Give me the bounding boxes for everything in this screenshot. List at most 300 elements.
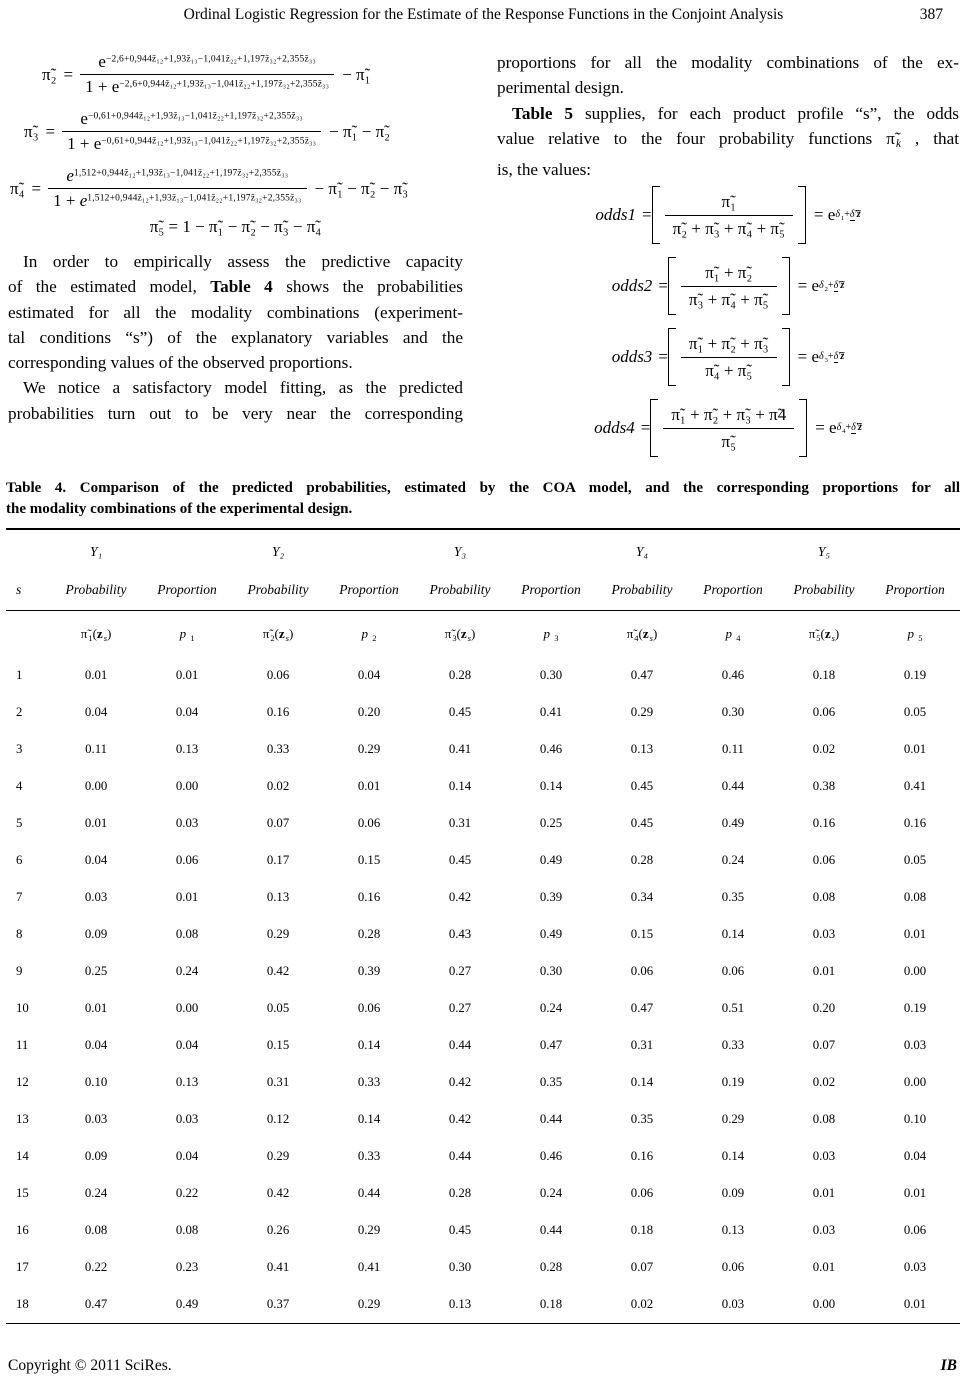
- table-cell: 0.29: [266, 1149, 290, 1163]
- table-cell: 0.14: [448, 779, 472, 793]
- table-cell: 0.15: [357, 853, 381, 867]
- equals-sign: =: [640, 418, 651, 438]
- table-cell: 0.13: [175, 742, 199, 756]
- row-number: 3: [16, 742, 23, 756]
- right-bracket: [798, 186, 806, 244]
- table-cell: 0.41: [357, 1260, 381, 1274]
- table-row: [6, 1064, 960, 1101]
- row-number: 13: [16, 1112, 29, 1126]
- table-cell: 0.03: [175, 1112, 199, 1126]
- column-header: Proportion: [870, 570, 960, 611]
- table-cell: 0.14: [357, 1038, 381, 1052]
- table-cell: 0.24: [175, 964, 199, 978]
- table-cell: 0.03: [812, 927, 836, 941]
- table-cell: 0.22: [175, 1186, 199, 1200]
- table-cell: 0.01: [903, 742, 927, 756]
- row-number: 1: [16, 668, 23, 682]
- paragraph-line: of the estimated model, Table 4 shows the probabilities: [8, 277, 463, 297]
- table-row: [6, 842, 960, 879]
- table-cell: 0.47: [539, 1038, 563, 1052]
- table-cell: 0.05: [903, 853, 927, 867]
- column-header: Probability: [232, 570, 324, 611]
- left-bracket: [668, 328, 676, 386]
- table-cell: 0.30: [448, 1260, 472, 1274]
- table-cell: 0.06: [812, 853, 836, 867]
- table-cell: 0.24: [539, 1001, 563, 1015]
- symbol-cell: p $_1$: [179, 625, 195, 643]
- table-cell: 0.08: [175, 927, 199, 941]
- table-cell: 0.03: [175, 816, 199, 830]
- column-header: Proportion: [506, 570, 596, 611]
- equals-sign: =: [642, 205, 652, 225]
- table-cell: 0.29: [357, 1223, 381, 1237]
- symbol-cell: p $_2$: [361, 625, 377, 643]
- exponent: −2,6+0,944z̃₁₂+1,93z̃₁₃−1,041z̃₂₂+1,197z̃₃₂+2,355z̃₃₃: [119, 79, 330, 90]
- symbol-cell: p $_5$: [907, 625, 923, 643]
- table-cell: 0.08: [812, 890, 836, 904]
- column-header: Proportion: [142, 570, 232, 611]
- symbol-cell: $\pĩ_4(z_s)$: [626, 625, 658, 643]
- table-cell: 0.01: [812, 1260, 836, 1274]
- table-cell: 0.04: [903, 1149, 927, 1163]
- odds-label: odds3: [611, 347, 653, 367]
- table-row: [6, 916, 960, 953]
- table-row: [6, 1138, 960, 1175]
- table-row: [6, 1249, 960, 1286]
- table-cell: 0.07: [630, 1260, 654, 1274]
- right-bracket: [782, 328, 790, 386]
- body-paragraph: [8, 375, 463, 426]
- symbol-row: [6, 611, 960, 658]
- table-cell: 0.09: [721, 1186, 745, 1200]
- table-cell: 0.47: [630, 1001, 654, 1015]
- equals-sign: =: [45, 121, 56, 141]
- paragraph-line: the modality combinations of the experimental design.: [6, 500, 353, 517]
- row-number: 8: [16, 927, 23, 941]
- table-caption: [6, 478, 960, 519]
- formula-lhs: π̃₃: [24, 121, 39, 141]
- formula-lhs: π̃₄: [10, 178, 25, 198]
- copyright-notice: Copyright © 2011 SciRes.: [8, 1357, 172, 1374]
- table-cell: 0.00: [175, 779, 199, 793]
- fraction: $\frac{e^{-2,6+0,944z̃_{12}+1,93z̃_{13}-1,041z̃_{22}+1,197z̃_{32}+2,355z̃_{33}}}{1 + e^{-2,6+0,944z̃_{12}+1,93z̃_{13}-1,041z̃_{22}+1,197z̃_{32}+2,355z̃_{33}}}$: [80, 52, 334, 97]
- table-row: [6, 990, 960, 1027]
- formula-odds1: odds1 = $\frac{\text{π̃₁}}{\text{π̃₂ + π̃₃ + π̃₄ + π̃₅}}$ = e $\delta_1+\deltã'z̃$: [497, 182, 959, 248]
- fraction: $\frac{\text{π̃₁}}{\text{π̃₂ + π̃₃ + π̃₄ + π̃₅}}$: [665, 191, 793, 240]
- table-row: [6, 1175, 960, 1212]
- page-number: 387: [919, 6, 943, 23]
- table-cell: 0.42: [266, 964, 290, 978]
- exponent: 1,512+0,944z̃₁₂+1,93z̃₁₃−1,041z̃₂₂+1,197z̃₃₂+2,355z̃₃₃: [73, 168, 289, 179]
- table-cell: 0.42: [266, 1186, 290, 1200]
- fraction: $\frac{\text{π̃₁ + π̃₂}}{\text{π̃₃ + π̃₄ + π̃₅}}$: [681, 262, 777, 311]
- paragraph-line: perimental design.: [497, 78, 624, 98]
- table-cell: 0.08: [812, 1112, 836, 1126]
- table-cell: 0.41: [539, 705, 563, 719]
- table-cell: 0.13: [721, 1223, 745, 1237]
- table-cell: 0.33: [721, 1038, 745, 1052]
- table-cell: 0.14: [630, 1075, 654, 1089]
- table-cell: 0.04: [84, 853, 108, 867]
- table-cell: 0.09: [84, 927, 108, 941]
- table-cell: 0.37: [266, 1297, 290, 1311]
- table-cell: 0.28: [539, 1260, 563, 1274]
- row-number: 2: [16, 705, 23, 719]
- table-cell: 0.33: [266, 742, 290, 756]
- table-cell: 0.19: [903, 668, 927, 682]
- table-cell: 0.13: [630, 742, 654, 756]
- table-cell: 0.00: [903, 964, 927, 978]
- table-cell: 0.13: [448, 1297, 472, 1311]
- formula-pi5: π̃₅ = 1 − π̃₁ − π̃₂ − π̃₃ − π̃₄: [149, 217, 322, 236]
- table-cell: 0.04: [175, 1149, 199, 1163]
- table-cell: 0.18: [812, 668, 836, 682]
- table-cell: 0.29: [266, 927, 290, 941]
- table-cell: 0.03: [84, 890, 108, 904]
- table-cell: 0.22: [84, 1260, 108, 1274]
- table-cell: 0.16: [630, 1149, 654, 1163]
- table-row: [6, 768, 960, 805]
- table-cell: 0.44: [539, 1223, 563, 1237]
- equals-sign: =: [63, 64, 74, 84]
- table-cell: 0.02: [266, 779, 290, 793]
- left-bracket: [652, 186, 660, 244]
- table-cell: 0.15: [266, 1038, 290, 1052]
- group-header-y2: Y₂: [271, 544, 285, 559]
- table-cell: 0.42: [448, 1075, 472, 1089]
- paragraph-line: is, the values:: [497, 160, 592, 180]
- column-header: Probability: [596, 570, 688, 611]
- table-cell: 0.17: [266, 853, 290, 867]
- table-row: [6, 879, 960, 916]
- table-cell: 0.06: [812, 705, 836, 719]
- table-row: [6, 1286, 960, 1324]
- table-cell: 0.07: [266, 816, 290, 830]
- column-header: Probability: [414, 570, 506, 611]
- table-cell: 0.28: [448, 1186, 472, 1200]
- formula-tail: − π̃₁: [342, 64, 371, 84]
- table-4: [6, 528, 960, 1324]
- row-number: 9: [16, 964, 23, 978]
- paragraph-line: probabilities turn out to be very near the corresponding: [8, 403, 463, 423]
- table-cell: 0.41: [448, 742, 472, 756]
- table-cell: 0.29: [357, 1297, 381, 1311]
- exponent: −2,6+0,944z̃₁₂+1,93z̃₁₃−1,041z̃₂₂+1,197z̃₃₂+2,355z̃₃₃: [105, 54, 316, 65]
- table-cell: 0.25: [539, 816, 563, 830]
- table-row: [6, 953, 960, 990]
- column-header: Probability: [50, 570, 142, 611]
- journal-initials: IB: [940, 1357, 957, 1374]
- table-cell: 0.30: [721, 705, 745, 719]
- table-cell: 0.01: [812, 1186, 836, 1200]
- table-cell: 0.10: [84, 1075, 108, 1089]
- exponent: $\delta_1+\deltã'z̃$: [835, 208, 861, 222]
- equals-sign: =: [31, 178, 42, 198]
- table-cell: 0.01: [84, 816, 108, 830]
- table-cell: 0.05: [266, 1001, 290, 1015]
- table-cell: 0.41: [903, 779, 927, 793]
- table-cell: 0.14: [357, 1112, 381, 1126]
- fraction: $\frac{\text{π̃₁ + π̃₂ + π̃₃ + π̃4}}{\text{π̃₅}}$: [663, 404, 794, 453]
- table-cell: 0.00: [84, 779, 108, 793]
- table-cell: 0.04: [84, 1038, 108, 1052]
- symbol-cell: $\pĩ_5(z_s)$: [808, 625, 840, 643]
- table-cell: 0.01: [812, 964, 836, 978]
- table-cell: 0.05: [903, 705, 927, 719]
- table-cell: 0.49: [721, 816, 745, 830]
- table-cell: 0.45: [448, 853, 472, 867]
- group-header-y4: Y₄: [635, 544, 649, 559]
- symbol-cell: p $_3$: [543, 625, 559, 643]
- table-section: [6, 478, 960, 1324]
- table-cell: 0.03: [812, 1149, 836, 1163]
- table-cell: 0.30: [539, 964, 563, 978]
- table-cell: 0.27: [448, 1001, 472, 1015]
- table-cell: 0.35: [630, 1112, 654, 1126]
- table-cell: 0.24: [721, 853, 745, 867]
- table-cell: 0.49: [539, 853, 563, 867]
- formula-pi2: [42, 52, 463, 97]
- table-cell: 0.42: [448, 1112, 472, 1126]
- table-cell: 0.04: [175, 705, 199, 719]
- table-cell: 0.04: [84, 705, 108, 719]
- table-cell: 0.01: [903, 1186, 927, 1200]
- formula-tail: − π̃₁ − π̃₂ − π̃₃: [314, 178, 409, 198]
- table-cell: 0.35: [721, 890, 745, 904]
- row-number: 6: [16, 853, 23, 867]
- equals-sign: =: [658, 347, 668, 367]
- row-number: 16: [16, 1223, 29, 1237]
- row-number: 18: [16, 1297, 29, 1311]
- table-cell: 0.18: [630, 1223, 654, 1237]
- table-cell: 0.46: [539, 1149, 563, 1163]
- right-bracket: [799, 399, 807, 457]
- table-cell: 0.20: [357, 705, 381, 719]
- table-cell: 0.35: [539, 1075, 563, 1089]
- symbol-cell: $\pĩ_2(z_s)$: [262, 625, 294, 643]
- table-row: [6, 694, 960, 731]
- table-cell: 0.16: [903, 816, 927, 830]
- table-cell: 0.39: [539, 890, 563, 904]
- table-cell: 0.02: [812, 1075, 836, 1089]
- table-cell: 0.45: [630, 816, 654, 830]
- table-cell: 0.28: [357, 927, 381, 941]
- group-header-y3: Y₃: [453, 544, 467, 559]
- table-cell: 0.29: [721, 1112, 745, 1126]
- column-header-row: [6, 570, 960, 611]
- table-cell: 0.12: [266, 1112, 290, 1126]
- table-cell: 0.29: [357, 742, 381, 756]
- row-number: 14: [16, 1149, 29, 1163]
- table-cell: 0.01: [84, 668, 108, 682]
- formula-pi4: [10, 166, 463, 211]
- table-row: [6, 657, 960, 694]
- table-cell: 0.13: [175, 1075, 199, 1089]
- table-cell: 0.44: [721, 779, 745, 793]
- table-cell: 0.16: [266, 705, 290, 719]
- table-cell: 0.01: [357, 779, 381, 793]
- table-cell: 0.01: [84, 1001, 108, 1015]
- table-cell: 0.01: [903, 927, 927, 941]
- body-paragraph: [497, 101, 959, 183]
- table-cell: 0.03: [903, 1038, 927, 1052]
- table-cell: 0.44: [539, 1112, 563, 1126]
- running-head: [0, 6, 967, 28]
- table-cell: 0.18: [539, 1297, 563, 1311]
- table-cell: 0.42: [448, 890, 472, 904]
- table-cell: 0.45: [448, 1223, 472, 1237]
- table-cell: 0.23: [175, 1260, 199, 1274]
- body-paragraph: [497, 50, 959, 101]
- table-cell: 0.08: [84, 1223, 108, 1237]
- table-cell: 0.27: [448, 964, 472, 978]
- right-column: [497, 50, 959, 466]
- table-cell: 0.03: [903, 1260, 927, 1274]
- table-cell: 0.00: [175, 1001, 199, 1015]
- formula-tail: − π̃₁ − π̃₂: [329, 121, 391, 141]
- paragraph-line: tal conditions “s”) of the explanatory variables and the: [8, 327, 463, 347]
- paper-title: Ordinal Logistic Regression for the Estimate of the Response Functions in the Conjoint Analysis: [183, 6, 784, 23]
- table-cell: 0.46: [539, 742, 563, 756]
- symbol-cell: $\pĩ_1(z_s)$: [80, 625, 112, 643]
- table-cell: 0.08: [175, 1223, 199, 1237]
- table-cell: 0.43: [448, 927, 472, 941]
- table-cell: 0.33: [357, 1075, 381, 1089]
- exponent: $\delta_2+\deltã'z̃$: [819, 279, 845, 293]
- table-cell: 0.30: [539, 668, 563, 682]
- left-bracket: [668, 257, 676, 315]
- column-header: Proportion: [688, 570, 778, 611]
- table-cell: 0.00: [812, 1297, 836, 1311]
- table-cell: 0.04: [357, 668, 381, 682]
- table-cell: 0.03: [721, 1297, 745, 1311]
- paragraph-line: Table 4. Comparison of the predicted probabilities, estimated by the COA model, and the corresponding proportions for all: [6, 480, 960, 496]
- paragraph-line: proportions for all the modality combinations of the ex-: [497, 53, 959, 72]
- table-cell: 0.16: [812, 816, 836, 830]
- table-cell: 0.06: [266, 668, 290, 682]
- table-cell: 0.01: [175, 668, 199, 682]
- table-cell: 0.03: [812, 1223, 836, 1237]
- row-number: 17: [16, 1260, 29, 1274]
- table-cell: 0.33: [357, 1149, 381, 1163]
- row-number: 11: [16, 1038, 29, 1052]
- fraction: $\frac{\text{π̃₁ + π̃₂ + π̃₃}}{\text{π̃₄ + π̃₅}}$: [681, 333, 777, 382]
- left-bracket: [650, 399, 658, 457]
- row-number: 15: [16, 1186, 29, 1200]
- table-cell: 0.14: [721, 1149, 745, 1163]
- table-cell: 0.44: [448, 1149, 472, 1163]
- equals-sign: =: [658, 276, 668, 296]
- paragraph-line: estimated for all the modality combinations (experiment-: [8, 302, 463, 322]
- table-cell: 0.06: [630, 964, 654, 978]
- column-header: Proportion: [324, 570, 414, 611]
- paragraph-line: In order to empirically assess the predictive capacity: [23, 252, 463, 271]
- exponent: −0,61+0,944z̃₁₂+1,93z̃₁₃−1,041z̃₂₂+1,197z̃₃₂+2,355z̃₃₃: [87, 111, 303, 122]
- table-cell: 0.06: [721, 964, 745, 978]
- right-bracket: [782, 257, 790, 315]
- table-cell: 0.39: [357, 964, 381, 978]
- group-header-row: [6, 529, 960, 570]
- left-column: [8, 46, 463, 426]
- formula-odds3: odds3 = $\frac{\text{π̃₁ + π̃₂ + π̃₃}}{\text{π̃₄ + π̃₅}}$ = e $\delta_3+\deltã'z̃$: [497, 324, 959, 390]
- table-cell: 0.02: [630, 1297, 654, 1311]
- table-cell: 0.34: [630, 890, 654, 904]
- table-cell: 0.24: [539, 1186, 563, 1200]
- column-header-s: s: [6, 570, 50, 611]
- table-cell: 0.07: [812, 1038, 836, 1052]
- table-cell: 0.04: [175, 1038, 199, 1052]
- table-cell: 0.47: [84, 1297, 108, 1311]
- body-paragraph: [8, 249, 463, 375]
- table-cell: 0.45: [630, 779, 654, 793]
- table-cell: 0.38: [812, 779, 836, 793]
- table-cell: 0.25: [84, 964, 108, 978]
- exponent: 1,512+0,944z̃₁₂+1,93z̃₁₃−1,041z̃₂₂+1,197z̃₃₂+2,355z̃₃₃: [87, 193, 302, 204]
- table-row: [6, 731, 960, 768]
- symbol-cell: $\pĩ_3(z_s)$: [444, 625, 476, 643]
- row-number: 10: [16, 1001, 29, 1015]
- table-cell: 0.28: [448, 668, 472, 682]
- table-cell: 0.31: [266, 1075, 290, 1089]
- table-cell: 0.19: [721, 1075, 745, 1089]
- fraction: $\frac{e^{-0,61+0,944z̃_{12}+1,93z̃_{13}-1,041z̃_{22}+1,197z̃_{32}+2,355z̃_{33}}}{1 + e^{-0,61+0,944z̃_{12}+1,93z̃_{13}-1,041z̃_{22}+1,197z̃_{32}+2,355z̃_{33}}}$: [62, 109, 321, 154]
- row-number: 12: [16, 1075, 29, 1089]
- table-cell: 0.03: [84, 1112, 108, 1126]
- table-cell: 0.24: [84, 1186, 108, 1200]
- table-cell: 0.15: [630, 927, 654, 941]
- table-cell: 0.10: [903, 1112, 927, 1126]
- table-cell: 0.06: [357, 1001, 381, 1015]
- fraction: $\frac{e^{1,512+0,944z̃_{12}+1,93z̃_{13}-1,041z̃_{22}+1,197z̃_{32}+2,355z̃_{33}}}{1 + e^{1,512+0,944z̃_{12}+1,93z̃_{13}-1,041z̃_{22}+1,197z̃_{32}+2,355z̃_{33}}}$: [48, 166, 306, 211]
- odds-label: odds4: [594, 418, 635, 438]
- column-header: Probability: [778, 570, 870, 611]
- exponent: $\delta_4+\deltã'z̃$: [836, 421, 862, 435]
- table-cell: 0.29: [630, 705, 654, 719]
- group-header-y5: Y₅: [817, 544, 831, 559]
- table-cell: 0.19: [903, 1001, 927, 1015]
- table-cell: 0.11: [85, 742, 108, 756]
- row-number: 4: [16, 779, 23, 793]
- table-cell: 0.47: [630, 668, 654, 682]
- table-cell: 0.20: [812, 1001, 836, 1015]
- table-row: [6, 805, 960, 842]
- table-cell: 0.02: [812, 742, 836, 756]
- table-cell: 0.44: [357, 1186, 381, 1200]
- table-cell: 0.06: [630, 1186, 654, 1200]
- paragraph-line: value relative to the four probability functions π̃k , that: [497, 128, 960, 150]
- table-cell: 0.14: [721, 927, 745, 941]
- odds-label: odds1: [595, 205, 637, 225]
- table-cell: 0.09: [84, 1149, 108, 1163]
- formula-odds2: odds2 = $\frac{\text{π̃₁ + π̃₂}}{\text{π̃₃ + π̃₄ + π̃₅}}$ = e $\delta_2+\deltã'z̃$: [497, 253, 959, 319]
- paragraph-line: corresponding values of the observed proportions.: [8, 353, 353, 373]
- table-cell: 0.06: [903, 1223, 927, 1237]
- row-number: 7: [16, 890, 23, 904]
- table-cell: 0.00: [903, 1075, 927, 1089]
- table-cell: 0.08: [903, 890, 927, 904]
- table-cell: 0.11: [722, 742, 744, 756]
- table-cell: 0.06: [175, 853, 199, 867]
- table-cell: 0.31: [630, 1038, 654, 1052]
- formula-lhs: π̃₂: [42, 64, 57, 84]
- table-row: [6, 1212, 960, 1249]
- table-cell: 0.13: [266, 890, 290, 904]
- formula-pi3: [24, 109, 463, 154]
- table-cell: 0.46: [721, 668, 745, 682]
- table-cell: 0.45: [448, 705, 472, 719]
- exponent: $\delta_3+\deltã'z̃$: [819, 350, 845, 364]
- table-cell: 0.01: [903, 1297, 927, 1311]
